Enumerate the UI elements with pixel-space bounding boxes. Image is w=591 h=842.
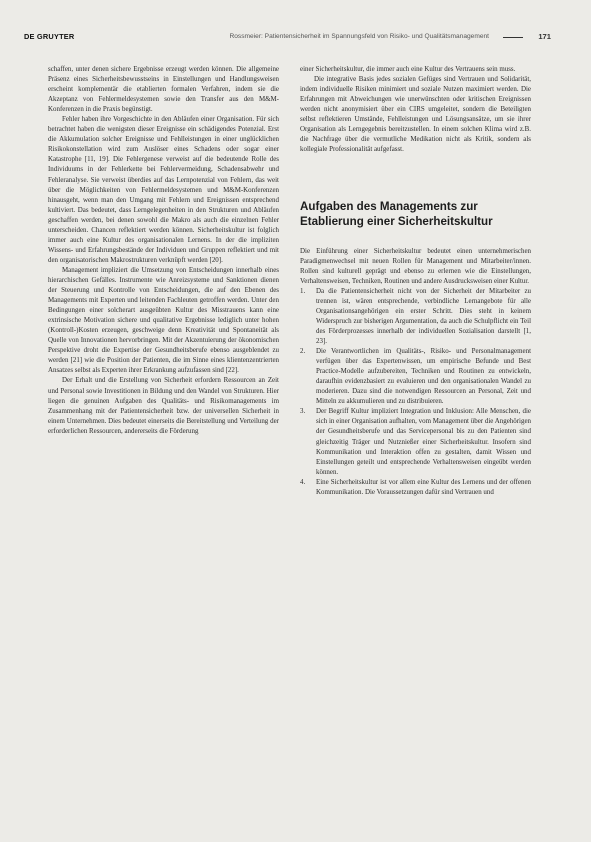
list-number: 4. <box>300 477 306 486</box>
page-header <box>24 30 551 44</box>
paragraph: Der Erhalt und die Erstellung von Sicherheit erfordern Ressourcen an Zeit und Personal sowie Investitionen in Bildung und den Wandel von Strukturen. Hier liegen die genuinen Aufgaben des Qualitäts- und Risikomanagements im Zusammenhang mit der Patientensicherheit bzw. der universellen Sicherheit in einem Unternehmen. Dies bedeutet einerseits die Bereitstellung und Verteilung der erforderlichen Ressourcen, andererseits die Förderung <box>48 376 279 435</box>
publisher-name: DE GRUYTER <box>24 32 75 41</box>
paragraph: Die integrative Basis jedes sozialen Gefüges sind Vertrauen und Solidarität, indem individuelle Risiken minimiert und soziale Nutzen maximiert werden. Die Erfahrungen mit Abweichungen wie unerwünschten oder kritischen Ereignissen werden nicht anonymisiert über ein CIRS umgeleitet, sondern die Beteiligten selbst reflektieren Umstände, Fehlleistungen und Lösungsansätze, um sie ihrer Organisation als Lerngegebnis bereitzustellen. In einem solchen Klima wird z.B. die Nachfrage über die vermutliche Medikation nicht als Kritik, sondern als kollegiale Professionalität aufgefasst. <box>300 75 531 154</box>
list-item <box>300 477 531 497</box>
list-item-text: Der Begriff Kultur impliziert Integration und Inklusion: Alle Menschen, die sich in einer Organisation aufhalten, vom Management über die Angehörigen der Gesundheitsberufe und das Servicepersonal bis zu den Patienten sind gleichzeitig Träger und Nutznießer einer Sicherheitskultur. Insofern sind Kommunikation und Interaktion offen zu gestalten, damit Wissen und Einstellungen geteilt und entsprechende Verhaltensweisen eingeübt werden können. <box>316 407 531 476</box>
left-column <box>48 64 279 436</box>
list-number: 1. <box>300 286 306 295</box>
paragraph: schaffen, unter denen sichere Ergebnisse erzeugt werden können. Die allgemeine Präsenz eines Sicherheitsbewusstseins in Einstellungen und Handlungsweisen erscheint komplementär die etablierten formalen Verfahren, indem sie die Akzeptanz von Fehlermeldesystemen sowie den Transfer aus den M&M-Konferenzen in die Praxis begünstigt. <box>48 65 279 114</box>
right-column <box>300 64 531 497</box>
paragraph: Management impliziert die Umsetzung von Entscheidungen innerhalb eines hierarchischen Gefälles. Instrumente wie Anreizsysteme und Sanktionen dienen der Steuerung und Kontrolle von Entscheidungen, die auf den Ebenen des Managements mit Experten und leitenden Fachleuten getroffen werden. Unter den Bedingungen einer solcherart ausgeübten Kultur des Misstrauens kann eine extrinsische Motivation sichere und qualitative Ergebnisse lediglich unter hohen (Kontroll-)Kosten erzeugen, geschweige denn Kreativität und Spontaneität als Quelle von Innovationen hervorbringen. Mit der Akzentuierung der ökonomischen Perspektive droht die Expertise der Gesundheitsberufe ebenso ausgeblendet zu werden [21] wie die Position der Patienten, die im Sinne eines klientenzentrierten Ansatzes selbst als Experten ihrer Erkrankung aufzufassen sind [22]. <box>48 265 279 375</box>
page-number: 171 <box>538 32 551 41</box>
list-item-text: Die Verantwortlichen im Qualitäts-, Risiko- und Personalmanagement verfügen über das Expertenwissen, um empirische Befunde und Best Practice-Modelle aufzubereiten, Techniken und Routinen zu entwickeln, daraufhin evidenzbasiert zu evaluieren und den organisationalen Wandel zu moderieren. Dazu sind die notwendigen Ressourcen an Personal, Zeit und Mitteln zu akkumulieren und zu distribuieren. <box>316 347 531 406</box>
running-title: Rossmeier: Patientensicherheit im Spannungsfeld von Risiko- und Qualitätsmanagement <box>229 33 489 40</box>
list-item-text: Eine Sicherheitskultur ist vor allem eine Kultur des Lernens und der offenen Kommunikation. Die Voraussetzungen dafür sind Vertrauen und <box>316 477 531 496</box>
list-number: 2. <box>300 347 306 356</box>
header-rule <box>503 37 523 38</box>
list-item <box>300 286 531 346</box>
paragraph: Fehler haben ihre Vorgeschichte in den Abläufen einer Organisation. Für sich betrachtet haben die wenigsten dieser Ereignisse ein schädigendes Potenzial. Erst die Akkumulation solcher Ereignisse und Fehlleistungen in einer unglücklichen Risikokonstellation wird zum Auslöser eines Schadens oder sogar einer Katastrophe [11, 19]. Die Fehlergenese verweist auf die bedeutende Rolle des Individuums in der Fehlerkette bei Fehlervermeidung, Schadensabwehr und Fehleranalyse. Sie verweist überdies auf das Lernpotenzial von Fehlern, das weit über die Möglichkeiten von Fehlermeldesystemen und M&M-Konferenzen hinausgeht, wenn man den Umgang mit Fehlern und Ereignissen entsprechend kultiviert. Das bedeutet, dass Lerngelegenheiten in den Strukturen und Abläufen geschaffen werden, bei denen sowohl die Makro als auch die einzelnen Fehler unterscheiden. Chancen reflektiert werden können. Sicherheitskultur ist folglich immer auch eine Kultur des organisationalen Lernens. In der die impliziten Wissens- und Erfahrungsbestände der Individuen und Gruppen reflektiert und mit den organisatorischen Makrostrukturen verknüpft werden [20]. <box>48 115 279 264</box>
section-heading: Aufgaben des Managements zur Etablierung einer Sicherheitskultur <box>300 200 493 229</box>
paragraph: Die Einführung einer Sicherheitskultur bedeutet einen unternehmerischen Paradigmenwechsel mit neuen Rollen für Management und Mitarbeiter/innen. Rollen sind kulturell geprägt und ebenso zu erlernen wie die Einstellungen, Verhaltensweisen, Techniken, Routinen und andere Ausdrucksweisen einer Kultur. <box>300 246 531 285</box>
list-item <box>300 406 531 476</box>
list-item-text: Da die Patientensicherheit nicht von der Sicherheit der Mitarbeiter zu trennen ist, wären entsprechende, verbindliche Lernangebote für alle Organisationsangehörigen ein erster Schritt. Dies steht in keinem Widerspruch zur bisherigen Argumentation, da auch die Schulpflicht ein Teil des Förderprozesses innerhalb der individuellen Sozialisation darstellt [1, 23]. <box>316 286 531 346</box>
paragraph: einer Sicherheitskultur, die immer auch eine Kultur des Vertrauens sein muss. <box>300 65 516 73</box>
list-item <box>300 346 531 406</box>
numbered-list <box>300 286 531 497</box>
list-number: 3. <box>300 407 306 416</box>
